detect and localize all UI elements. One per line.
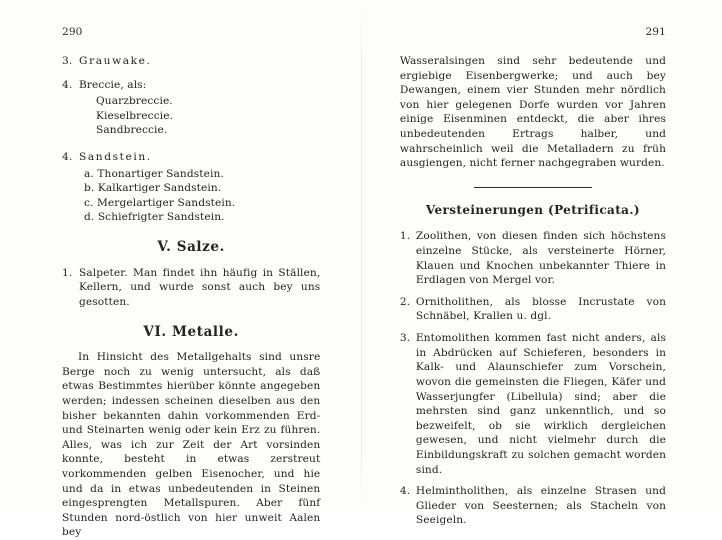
spacer (62, 138, 320, 150)
breccie-sub-item: Quarzbreccie. (96, 95, 173, 108)
list-text: Breccie, als: (79, 78, 147, 91)
list-text: Entomolithen kommen fast nicht anders, als in Abdrücken auf Schieferen, besonders in Kalk- und Alaunschiefer zum Vorschein, wovon die gemeinsten die Fliegen, Käfer und Wasserjungfer (Libellula) sind; aber die mehrsten sind ganz unkenntlich, und so bezweifelt, ob sie wirklich dergleichen gewesen, und nicht vielmehr durch die Einbildungskraft zu solchen gemacht worden sind. (415, 332, 666, 476)
left-page-body (62, 54, 320, 540)
spacer (62, 71, 320, 78)
page-number-right: 291 (645, 26, 666, 38)
sandstein-sub-item: d. Schiefrigter Sandstein. (84, 211, 225, 224)
right-page (368, 26, 696, 527)
page-number-left: 290 (62, 26, 83, 38)
list-item (400, 229, 666, 287)
list-item (400, 331, 666, 477)
list-text: Ornitholithen, als blosse Incrustate von Schnäbel, Krallen u. dgl. (415, 295, 666, 323)
list-text: Helmintholithen, als einzelne Strasen und Glieder von Seesternen; als Stacheln von Seeigeln. (415, 485, 666, 527)
page-fold-shadow (361, 0, 362, 512)
divider-rule (474, 187, 592, 188)
section-heading-versteinerungen: Versteinerungen (Petrificata.) (425, 202, 641, 217)
section-heading-metalle: VI. Metalle. (143, 323, 239, 340)
list-text: Zoolithen, von diesen finden sich höchstens einzelne Stücke, als versteinerte Hörner, Klauen und Knochen unbekannter Thiere in Erdlagen von Mergel vor. (415, 230, 666, 287)
left-page (26, 26, 354, 539)
list-item (62, 78, 320, 93)
section-heading-salze: V. Salze. (157, 239, 225, 256)
right-page-body (400, 54, 666, 528)
list-item (62, 54, 320, 69)
breccie-sub-item: Kieselbreccie. (96, 109, 174, 122)
breccie-sub-item: Sandbreccie. (96, 124, 168, 137)
list-item (400, 295, 666, 324)
list-text: Salpeter. Man findet ihn häufig in Ställen, Kellern, und wurde sonst auch bey uns gesotten. (79, 266, 321, 308)
list-number: 4. (62, 78, 73, 91)
sandstein-sub-item: c. Mergelartiger Sandstein. (84, 196, 236, 209)
salpeter-entry (62, 266, 320, 310)
list-item (62, 150, 320, 165)
list-number: 3. (62, 55, 73, 67)
left-paragraph: In Hinsicht des Metallgehalts sind unsre Berge noch zu wenig untersucht, als daß etwas Bestimmtes hierüber könnte angegeben werden; indessen scheinen dieselben aus den bisher bekannten dahin vorkommenden Erd- und Steinarten wenig oder kein Erz zu führen. Alles, was ich zur Zeit der Art vorsinden konnte, besteht in etwas zerstreut vorkommenden gelben Eisenocher, und hie und da in etwas unbedeutenden in Steinen eingesprengten Metallspuren. Aber fünf Stunden nord-östlich von hier unweit Aalen bey (62, 351, 321, 539)
right-paragraph: Wasseralsingen sind sehr bedeutende und ergiebige Eisenbergwerke; und auch bey Dewangen, einem vier Stunden mehr nördlich von hier gelegenen Dorfe wurden vor Jahren einige Eisenminen entdeckt, die aber ihres unbedeutenden Ertrags halber, und wahrscheinlich weil die Metalladern zu früh ausgiengen, nicht ferner nachgegraben wurden. (399, 55, 666, 170)
list-number: 2. (399, 295, 411, 308)
sandstein-sub-item: a. Thonartiger Sandstein. (84, 167, 224, 180)
list-text: Sandstein. (79, 151, 152, 164)
list-number: 1. (399, 230, 411, 243)
list-number: 3. (399, 332, 411, 345)
list-number: 4. (399, 485, 411, 498)
list-number: 4. (62, 151, 73, 164)
list-number: 1. (62, 266, 73, 279)
sandstein-sub-item: b. Kalkartiger Sandstein. (84, 182, 222, 195)
list-item (400, 484, 666, 528)
list-text: Grauwake. (79, 55, 152, 67)
